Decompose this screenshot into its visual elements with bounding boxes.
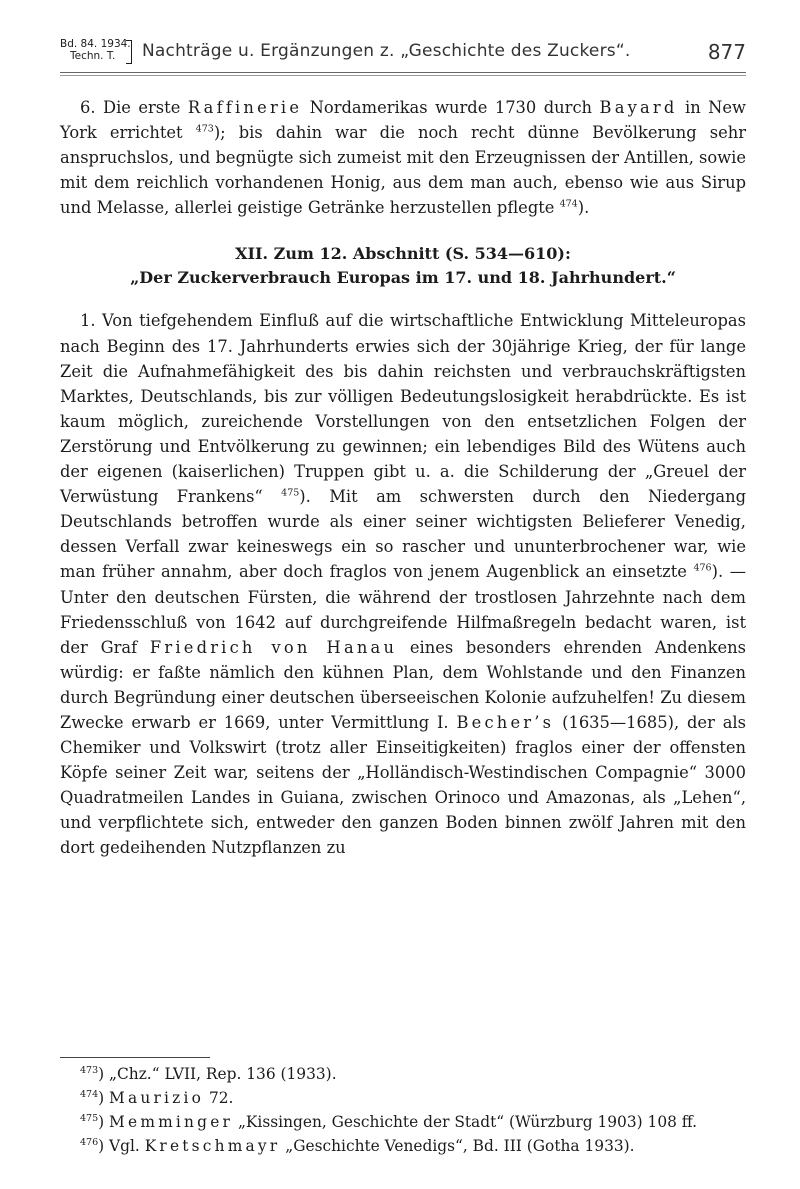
footnote-ref-475[interactable]: 475 [281, 487, 300, 499]
spaced-word-raffinerie: Raffinerie [187, 98, 303, 117]
footnote-text: ) „Chz.“ LVII, Rep. 136 (1933). [98, 1065, 337, 1083]
paragraph-6 [60, 95, 746, 220]
footnote-number: 475 [80, 1112, 99, 1124]
footnote-text: „Geschichte Venedigs“, Bd. III (Gotha 1933). [280, 1137, 635, 1155]
footnote-author: Memminger [109, 1113, 234, 1131]
page-number: 877 [707, 40, 746, 64]
footnote-author: Kretschmayr [144, 1137, 281, 1155]
spaced-name-bayard: Bayard [599, 98, 678, 117]
para6-number: 6. Die erste [80, 98, 188, 117]
para1-text-2: ). Mit am schwersten durch den Niedergang Deutschlands betroffen wurde als einer seiner wichtigsten Belieferer Venedig, dessen Verfall zwar keineswegs ein so rascher und ununterbrochener war, wie man früher annahm, aber doch fraglos von jenem Augenblick an einsetzte [60, 487, 746, 582]
footnote-text: „Kissingen, Geschichte der Stadt“ (Würzburg 1903) 108 ff. [233, 1113, 698, 1131]
section-heading-line2: „Der Zuckerverbrauch Europas im 17. und 18. Jahrhundert.“ [130, 268, 676, 288]
footnote-text: ) [98, 1113, 110, 1131]
footnote-text: ) Vgl. [98, 1137, 145, 1155]
main-text [60, 95, 746, 861]
header-rule [60, 72, 746, 76]
footnote-ref-473[interactable]: 473 [195, 123, 214, 135]
footnote-476 [60, 1134, 746, 1158]
bracket-mark [126, 40, 132, 64]
footnote-475 [60, 1110, 746, 1134]
footnotes [60, 1062, 746, 1158]
footnote-number: 476 [80, 1136, 99, 1148]
footnote-ref-476[interactable]: 476 [693, 562, 712, 574]
footnote-number: 474 [80, 1088, 99, 1100]
para6-text-c: ); bis dahin war die noch recht dünne Bevölkerung sehr anspruchslos, und begnügte sich zumeist mit den Erzeugnissen der Antillen, sowie mit dem reichlich vorhandenen Honig, aus dem man auch, ebenso wie aus Sirup und Melasse, allerlei geistige Getränke herzustellen pflegte [60, 123, 746, 218]
volume-reference [60, 38, 131, 62]
para1-text-5: (1635—1685), der als Chemiker und Volkswirt (trotz aller Einseitigkeiten) fraglos einer der offensten Köpfe seiner Zeit war, seitens der „Holländisch-Westindischen Compagnie“ 3000 Quadratmeilen Landes in Guiana, zwischen Orinoco und Amazonas, als „Lehen“, und verpflichtete sich, entweder den ganzen Boden binnen zwölf Jahren mit den dort gedeihenden Nutzpflanzen zu [60, 712, 746, 858]
spaced-name-becher: Becher’s [456, 712, 555, 732]
section-heading-line1: XII. Zum 12. Abschnitt (S. 534—610): [235, 244, 571, 264]
para6-text-d: ). [577, 198, 590, 218]
paragraph-1 [60, 308, 746, 860]
para1-text-1: 1. Von tiefgehendem Einfluß auf die wirtschaftliche Entwicklung Mitteleuropas nach Beginn des 17. Jahrhunderts erwies sich der 30jährige Krieg, der für lange Zeit die Aufnahmefähigkeit des bis dahin reichsten und verbrauchskräftigsten Marktes, Deutschlands, bis zur völligen Bedeutungslosigkeit herabdrückte. Es ist kaum möglich, zureichende Vorstellungen von den entsetzlichen Folgen der Zerstörung und Entvölkerung zu gewinnen; ein lebendiges Bild des Wütens auch der eigenen (kaiserlichen) Truppen gibt u. a. die Schilderung der „Greuel der Verwüstung Frankens“ [60, 311, 746, 507]
footnote-rule [60, 1057, 210, 1058]
page-header [60, 38, 746, 72]
footnote-number: 473 [80, 1064, 99, 1076]
footnote-text: 72. [204, 1089, 234, 1107]
volume-ref-line1: Bd. 84. 1934. [60, 38, 131, 50]
footnote-ref-474[interactable]: 474 [559, 198, 578, 210]
running-title: Nachträge u. Ergänzungen z. „Geschichte des Zuckers“. [142, 41, 631, 61]
para1-text-3: ). — Unter den deutschen Fürsten, die während der trostlosen Jahrzehnte nach dem Friedensschluß von 1642 auf durchgreifende Hilfmaßregeln bedacht waren, ist der Graf [60, 562, 746, 657]
para6-text-b: in New York errichtet [60, 98, 746, 143]
para6-text-a: Nordamerikas wurde 1730 durch [302, 98, 600, 117]
footnote-text: ) [98, 1089, 110, 1107]
spaced-name-friedrich: Friedrich von Hanau [149, 637, 398, 657]
footnote-474 [60, 1086, 746, 1110]
para1-text-4: eines besonders ehrenden Andenkens würdig: er faßte nämlich den kühnen Plan, dem Wohlstande und den Finanzen durch Begründung einer deutschen überseeischen Kolonie aufzuhelfen! Zu diesem Zwecke erwarb er 1669, unter Vermittlung I. [60, 637, 746, 732]
footnote-473 [60, 1062, 746, 1086]
section-heading [60, 242, 746, 290]
volume-ref-line2: Techn. T. [70, 50, 116, 62]
footnote-author: Maurizio [109, 1089, 205, 1107]
